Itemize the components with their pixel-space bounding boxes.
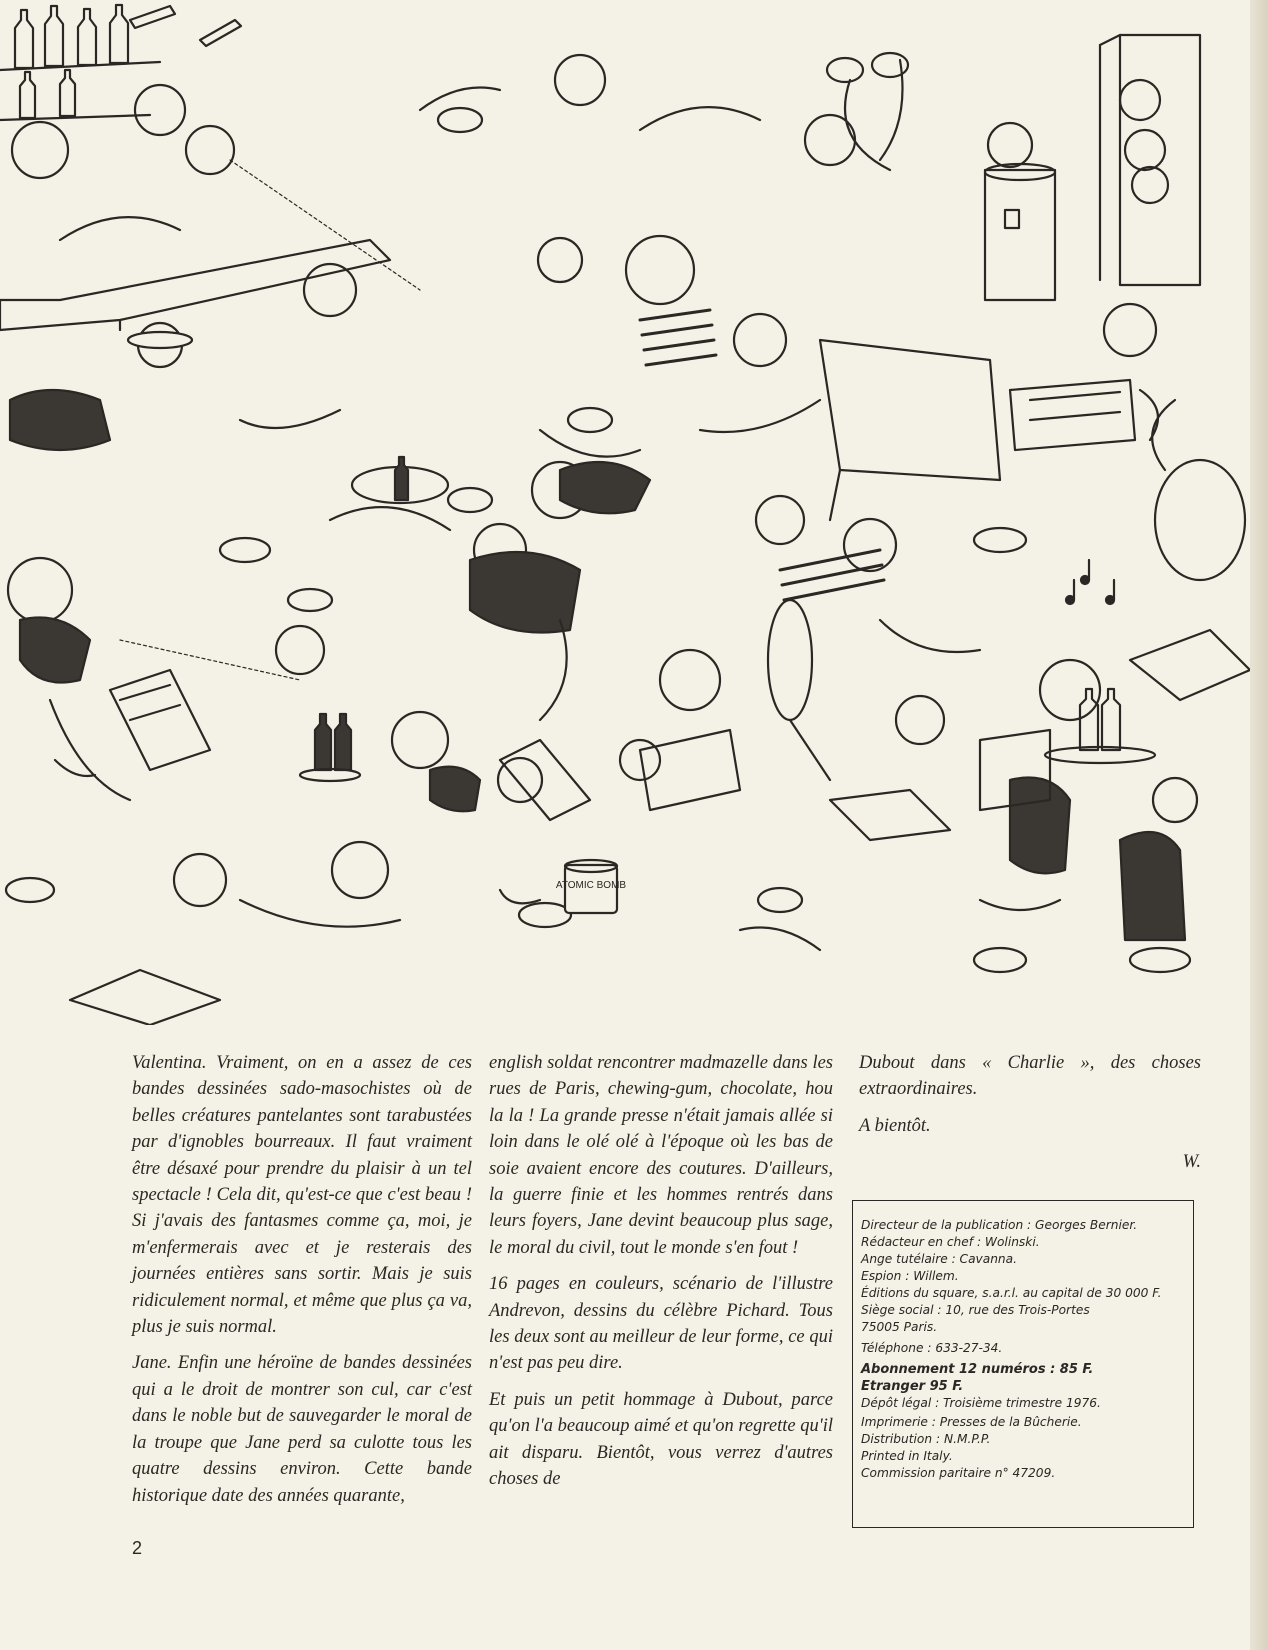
credit-office: Siège social : 10, rue des Trois-Portes (861, 1303, 1090, 1317)
paragraph-dubout: Et puis un petit hommage à Dubout, parce qu'on l'a beaucoup aimé et qu'on regrette qu'il ait disparu. Bientôt, vous verrez d'autres choses de (489, 1389, 833, 1490)
music-notes (1066, 560, 1114, 604)
page-edge (1250, 0, 1268, 1650)
paragraph-jane: Jane. Enfin une héroïne de bandes dessinées qui a le droit de montrer son cul, car c'est dans le noble but de sauvegarder le moral de la troupe que Jane perd sa culotte tous les quatre dessins environ. Cette bande historique date des années quarante, (132, 1353, 472, 1506)
bottle-shelf (0, 5, 241, 120)
page-number: 2 (132, 1538, 143, 1558)
credit-legal-deposit: Dépôt légal : Troisième trimestre 1976. (861, 1396, 1101, 1410)
credit-editor: Rédacteur en chef : Wolinski. (861, 1235, 1040, 1249)
spray-lines (120, 160, 420, 680)
credit-printer: Imprimerie : Presses de la Bûcherie. (861, 1415, 1082, 1429)
limbs (60, 60, 1060, 950)
credit-city: 75005 Paris. (861, 1320, 938, 1334)
credit-foreign: Etranger 95 F. (861, 1379, 964, 1394)
article-column-1 (132, 1050, 472, 1519)
paragraph-16-pages: 16 pages en couleurs, scénario de l'illustre Andrevon, dessins du célèbre Pichard. Tous les deux sont au meilleur de leur forme, ce qui n'est pas peu dire. (489, 1274, 833, 1374)
piano (820, 340, 1000, 520)
signature: W. (1182, 1152, 1201, 1173)
credit-spy: Espion : Willem. (861, 1269, 959, 1283)
article-column-2 (489, 1050, 833, 1503)
credit-angel: Ange tutélaire : Cavanna. (861, 1252, 1018, 1266)
tuba (1140, 390, 1245, 580)
credit-director: Directeur de la publication : Georges Bernier. (861, 1218, 1138, 1232)
credit-subscription: Abonnement 12 numéros : 85 F. (861, 1362, 1094, 1377)
doorway (1100, 35, 1200, 285)
floor-boards (70, 740, 950, 1025)
paragraph-english-soldat: english soldat rencontrer madmazelle dans les rues de Paris, chewing-gum, chocolate, hou la la ! La grande presse n'était jamais allée si loin dans le olé olé à l'époque où les bas de soie avaient encore des coutures. D'ailleurs, la guerre finie et les hommes rentrés dans leurs foyers, Jane devint beaucoup plus sage, le moral du civil, tout le monde s'en fout ! (489, 1053, 833, 1258)
credits-box (852, 1200, 1194, 1528)
paragraph-valentina: Valentina. Vraiment, on en a assez de ces bandes dessinées sado-masochistes où de belles créatures pantelantes sont tarabustées par d'ignobles bourreaux. Il faut vraiment être désaxé pour prendre du plaisir à un tel spectacle ! Cela dit, qu'est-ce que c'est beau ! Si j'avais des fantasmes comme ça, moi, je m'enfermerais avec et je resterais des journées entières sans sortir. Mais je suis ridiculement normal, et même que plus ça va, plus je suis normal. (132, 1053, 472, 1338)
tables (352, 467, 1250, 780)
credit-commission: Commission paritaire n° 47209. (861, 1466, 1056, 1480)
credit-phone: Téléphone : 633-27-34. (861, 1341, 1003, 1355)
credit-publisher: Éditions du square, s.a.r.l. au capital de 30 000 F. (861, 1286, 1162, 1300)
credit-distribution: Distribution : N.M.P.P. (861, 1432, 991, 1446)
article-column-3 (859, 1050, 1201, 1176)
bomb-label: ATOMIC BOMB (555, 880, 627, 891)
paragraph-charlie: Dubout dans « Charlie », des choses extraordinaires. (859, 1053, 1201, 1100)
stove (985, 164, 1055, 300)
credit-printed-in: Printed in Italy. (861, 1449, 953, 1463)
paragraph-a-bientot: A bientôt. (859, 1115, 931, 1136)
